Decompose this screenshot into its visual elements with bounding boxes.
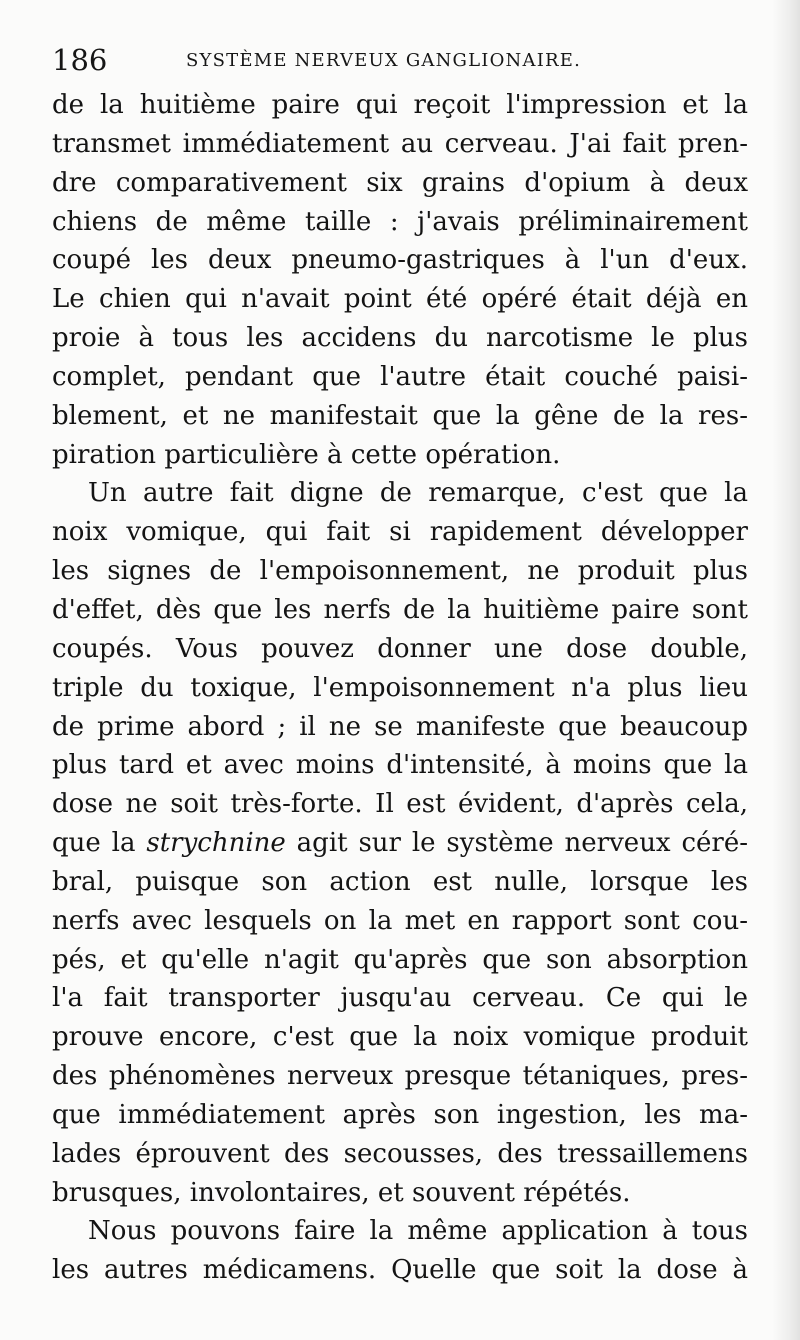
text-segment: que la [52, 828, 136, 859]
text-line: dose ne soit très-forte. Il est évident, d'après cela, [52, 789, 748, 820]
text-line: d'effet, dès que les nerfs de la huitième paire sont [52, 594, 748, 625]
text-line: piration particulière à cette opération. [52, 439, 561, 470]
text-line [52, 824, 748, 863]
italic-term: strychnine [146, 828, 286, 859]
text-line: les signes de l'empoisonnement, ne produit plus [52, 556, 748, 587]
text-line: Un autre fait digne de remarque, c'est que la [88, 478, 748, 509]
text-line: coupés. Vous pouvez donner une dose double, [52, 633, 748, 664]
text-line: triple du toxique, l'empoisonnement n'a plus lieu [52, 672, 748, 703]
running-head: SYSTÈME NERVEUX GANGLIONAIRE. [186, 50, 582, 71]
text-line: que immédiatement après son ingestion, les ma- [52, 1099, 748, 1130]
text-line: prouve encore, c'est que la noix vomique produit [52, 1022, 748, 1053]
text-line: de prime abord ; il ne se manifeste que beaucoup [52, 711, 748, 742]
text-segment: agit sur le système nerveux céré- [296, 828, 748, 859]
page-number: 186 [52, 43, 108, 77]
text-line: l'a fait transporter jusqu'au cerveau. Ce qui le [52, 983, 748, 1014]
text-line: de la huitième paire qui reçoit l'impression et la [52, 90, 748, 120]
text-line: noix vomique, qui fait si rapidement développer [52, 517, 748, 548]
text-line: les autres médicamens. Quelle que soit la dose à [52, 1255, 748, 1286]
text-line: pés, et qu'elle n'agit qu'après que son absorption [52, 944, 748, 975]
page-header [52, 40, 752, 80]
text-line: des phénomènes nerveux presque tétaniques, pres- [52, 1061, 748, 1092]
text-line: dre comparativement six grains d'opium à deux [52, 167, 748, 198]
text-line: Nous pouvons faire la même application à tous [88, 1216, 748, 1247]
text-line: Le chien qui n'avait point été opéré était déjà en [52, 284, 748, 315]
text-line: brusques, involontaires, et souvent répétés. [52, 1177, 631, 1208]
text-line: coupé les deux pneumo-gastriques à l'un d'eux. [52, 245, 748, 276]
text-line: blement, et ne manifestait que la gêne de la res- [52, 400, 748, 431]
text-line: lades éprouvent des secousses, des tressaillemens [52, 1138, 748, 1169]
text-line: proie à tous les accidens du narcotisme le plus [52, 323, 748, 354]
page-gutter-shadow [772, 0, 800, 1340]
text-line: plus tard et avec moins d'intensité, à moins que la [52, 750, 748, 781]
text-line: transmet immédiatement au cerveau. J'ai fait pren- [52, 128, 748, 159]
text-line: bral, puisque son action est nulle, lorsque les [52, 866, 748, 897]
text-line: nerfs avec lesquels on la met en rapport sont cou- [52, 905, 748, 936]
text-line: chiens de même taille : j'avais préliminairement [52, 206, 748, 237]
body-text [52, 86, 748, 1290]
text-line: complet, pendant que l'autre était couché paisi- [52, 361, 748, 392]
